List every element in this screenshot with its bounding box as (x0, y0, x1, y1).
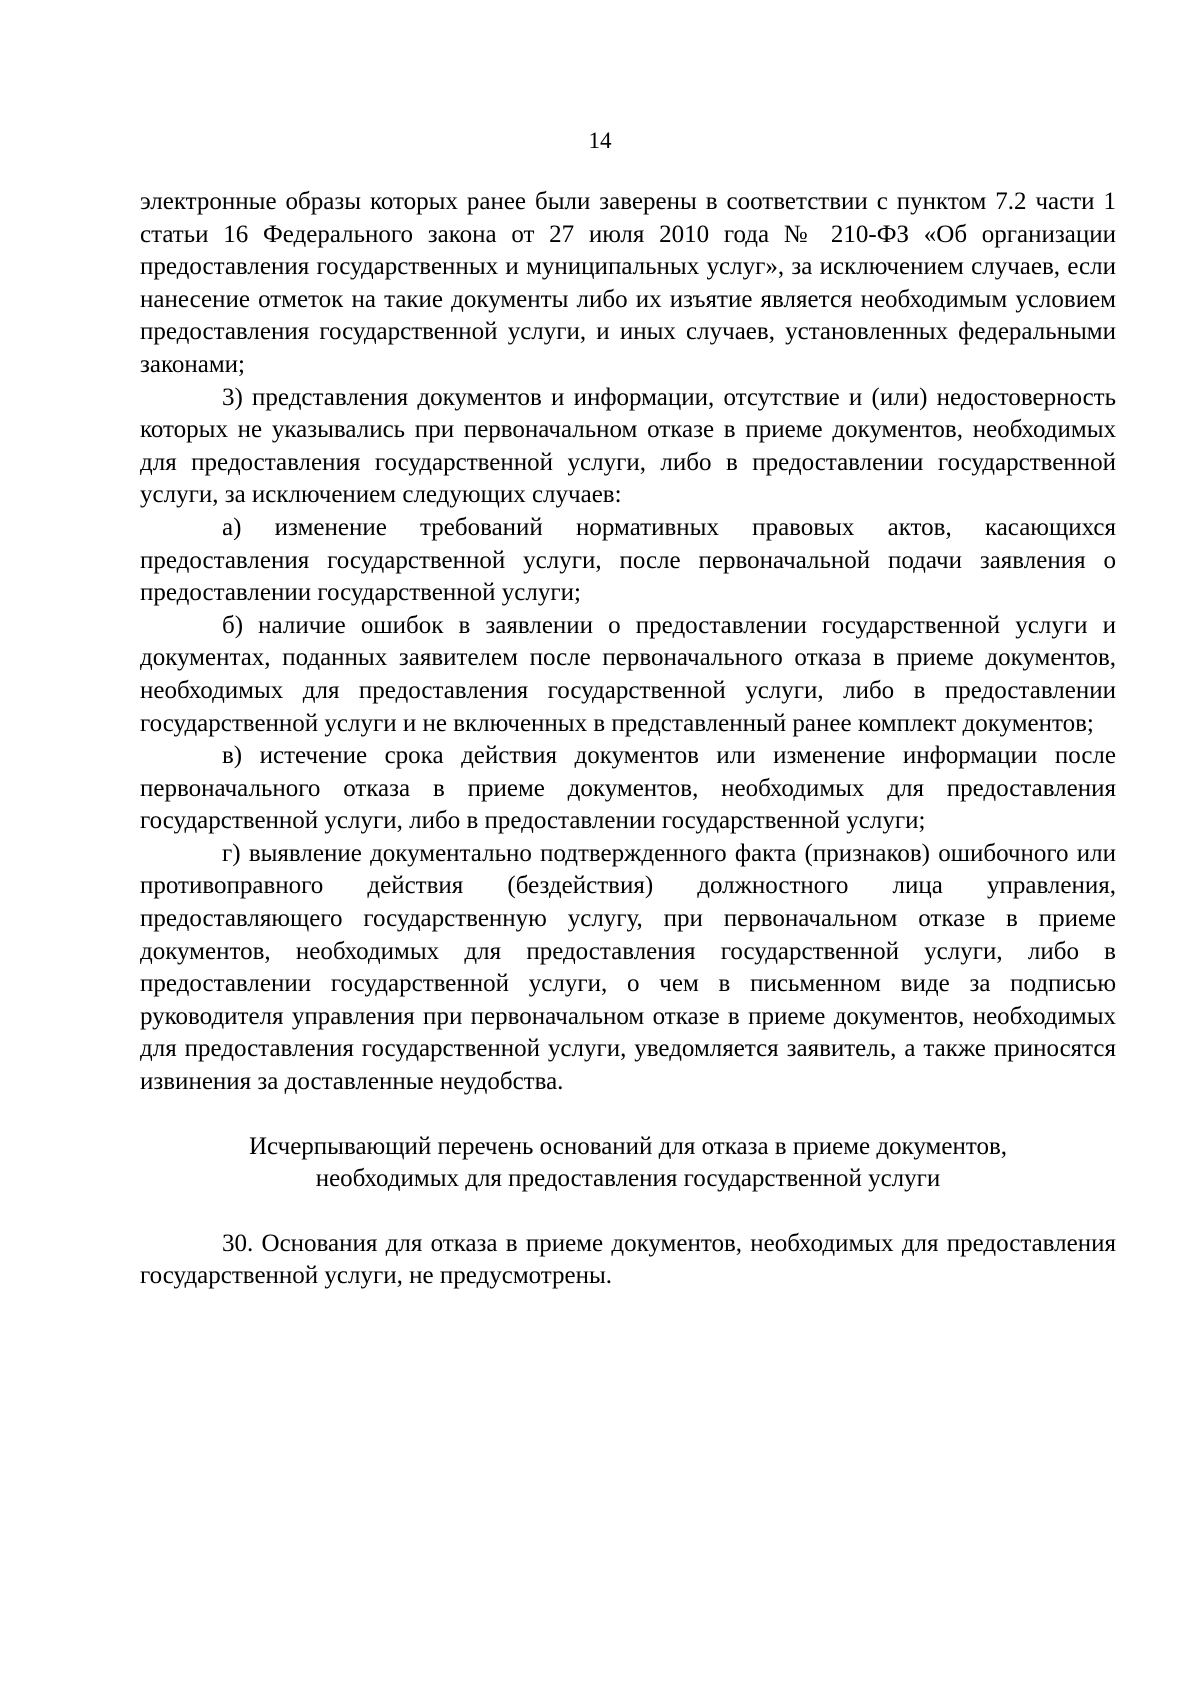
paragraph-subitem-b: б) наличие ошибок в заявлении о предоставлении государственной услуги и документах, поданных заявителем после первоначального отказа в приеме документов, необходимых для предоставления государственной услуги, либо в предоставлении государственной услуги и не включенных в представленный ранее комплект документов; (140, 611, 1116, 737)
paragraph-continuation: электронные образы которых ранее были заверены в соответствии с пунктом 7.2 части 1 статьи 16 Федерального закона от 27 июля 2010 года № 210-ФЗ «Об организации предоставления государственных и муниципальных услуг», за исключением случаев, если нанесение отметок на такие документы либо их изъятие является необходимым условием предоставления государственной услуги, и иных случаев, установленных федеральными законами; (140, 188, 1116, 378)
section-heading-line-2: необходимых для предоставления государственной услуги (315, 1165, 941, 1193)
section-heading-line-1: Исчерпывающий перечень оснований для отказа в приеме документов, (248, 1132, 1008, 1160)
paragraph-30: 30. Основания для отказа в приеме документов, необходимых для предоставления государственной услуги, не предусмотрены. (140, 1229, 1116, 1290)
paragraph-subitem-g: г) выявление документально подтвержденного факта (признаков) ошибочного или противоправного действия (бездействия) должностного лица управления, предоставляющего государственную услугу, при первоначальном отказе в приеме документов, необходимых для предоставления государственной услуги, либо в предоставлении государственной услуги, о чем в письменном виде за подписью руководителя управления при первоначальном отказе в приеме документов, необходимых для предоставления государственной услуги, уведомляется заявитель, а также приносятся извинения за доставленные неудобства. (140, 839, 1116, 1096)
page-number: 14 (588, 128, 612, 153)
section-heading (140, 1131, 1116, 1196)
paragraph-item-3: 3) представления документов и информации, отсутствие и (или) недостоверность которых не указывались при первоначальном отказе в приеме документов, необходимых для предоставления государственной услуги, либо в предоставлении государственной услуги, за исключением следующих случаев: (140, 383, 1116, 509)
paragraph-subitem-a: а) изменение требований нормативных правовых актов, касающихся предоставления государственной услуги, после первоначальной подачи заявления о предоставлении государственной услуги; (140, 513, 1116, 607)
document-body (140, 186, 1116, 1293)
paragraph-subitem-v: в) истечение срока действия документов или изменение информации после первоначального отказа в приеме документов, необходимых для предоставления государственной услуги, либо в предоставлении государственной услуги; (140, 742, 1116, 835)
